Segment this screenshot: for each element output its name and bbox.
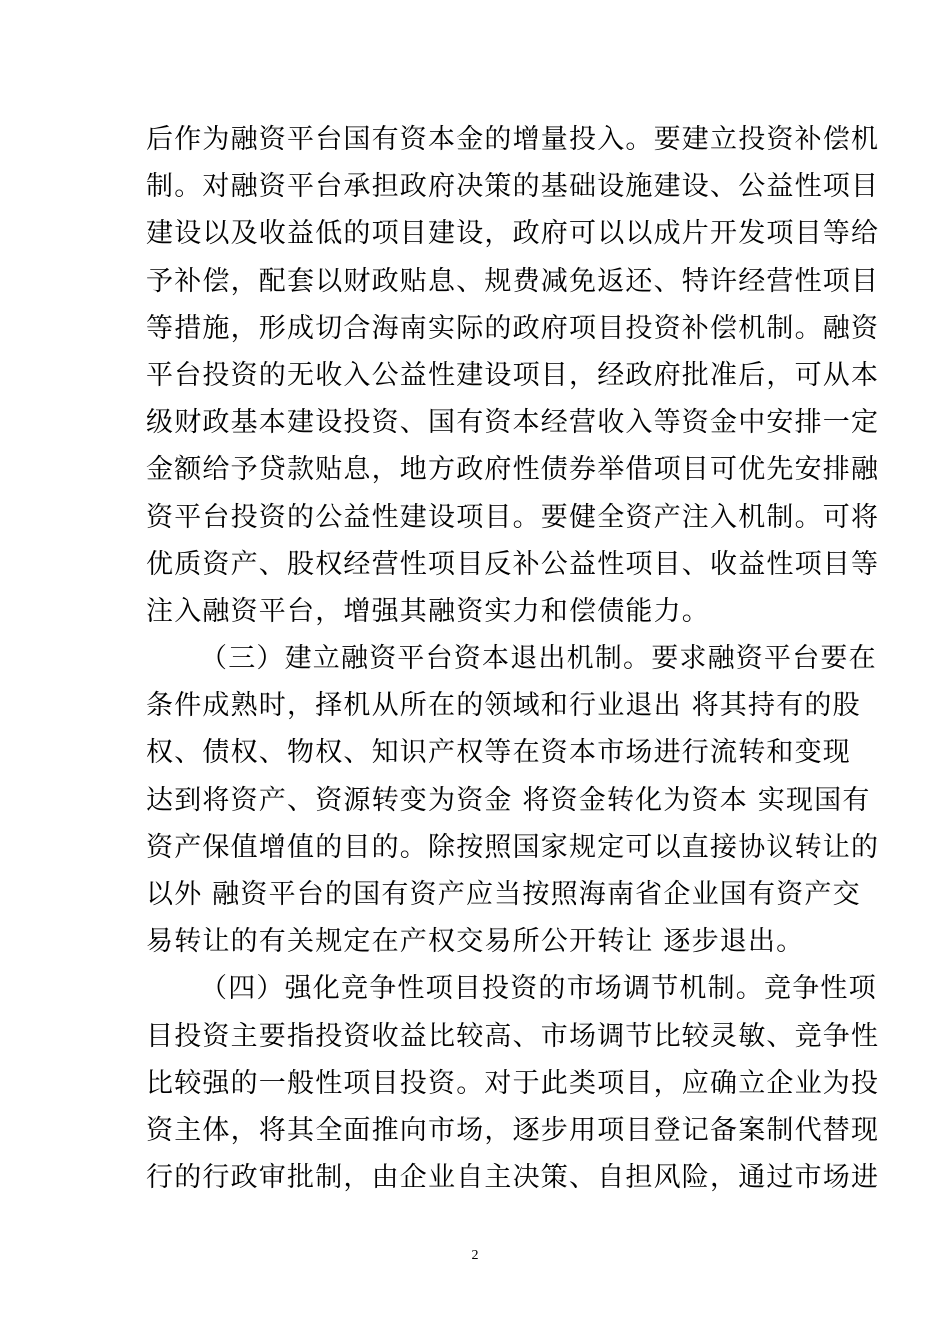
text-line-5: 等措施，形成切合海南实际的政府项目投资补偿机制。融资 xyxy=(146,312,880,344)
text-line-11: 注入融资平台，增强其融资实力和偿债能力。 xyxy=(146,595,710,627)
text-line-18: 易转让的有关规定在产权交易所公开转让 逐步退出。 xyxy=(146,926,805,958)
text-line-16: 资产保值增值的目的。除按照国家规定可以直接协议转让的 xyxy=(146,831,880,863)
text-line-20: 目投资主要指投资收益比较高、市场调节比较灵敏、竞争性 xyxy=(146,1020,880,1052)
text-line-22: 资主体，将其全面推向市场，逐步用项目登记备案制代替现 xyxy=(146,1114,880,1146)
text-line-17: 以外 融资平台的国有资产应当按照海南省企业国有资产交 xyxy=(146,879,861,910)
text-line-1: 后作为融资平台国有资本金的增量投入。要建立投资补偿机 xyxy=(146,124,880,155)
text-line-2: 制。对融资平台承担政府决策的基础设施建设、公益性项目 xyxy=(146,171,880,203)
section-heading-4: （四）强化竞争性项目投资的市场调节机制。竞争性项 xyxy=(200,973,877,1005)
document-body xyxy=(146,116,880,1201)
text-line-8: 金额给予贷款贴息，地方政府性债券举借项目可优先安排融 xyxy=(146,454,880,486)
text-line-10: 优质资产、股权经营性项目反补公益性项目、收益性项目等 xyxy=(146,548,880,580)
text-line-7: 级财政基本建设投资、国有资本经营收入等资金中安排一定 xyxy=(146,407,880,439)
text-line-4: 予补偿，配套以财政贴息、规费减免返还、特许经营性项目 xyxy=(146,265,880,297)
page-number: 2 xyxy=(471,1248,479,1263)
section-heading-3: （三）建立融资平台资本退出机制。要求融资平台要在 xyxy=(200,643,877,675)
text-line-21: 比较强的一般性项目投资。对于此类项目，应确立企业为投 xyxy=(146,1067,880,1099)
text-line-3: 建设以及收益低的项目建设，政府可以以成片开发项目等给 xyxy=(146,218,880,250)
text-line-14: 权、债权、物权、知识产权等在资本市场进行流转和变现 xyxy=(146,737,851,769)
text-line-23: 行的行政审批制，由企业自主决策、自担风险，通过市场进 xyxy=(146,1162,880,1194)
text-line-15: 达到将资产、资源转变为资金 将资金转化为资本 实现国有 xyxy=(146,784,871,816)
text-line-13: 条件成熟时，择机从所在的领域和行业退出 将其持有的股 xyxy=(146,690,861,722)
text-line-6: 平台投资的无收入公益性建设项目，经政府批准后，可从本 xyxy=(146,359,880,391)
text-line-9: 资平台投资的公益性建设项目。要健全资产注入机制。可将 xyxy=(146,501,880,533)
